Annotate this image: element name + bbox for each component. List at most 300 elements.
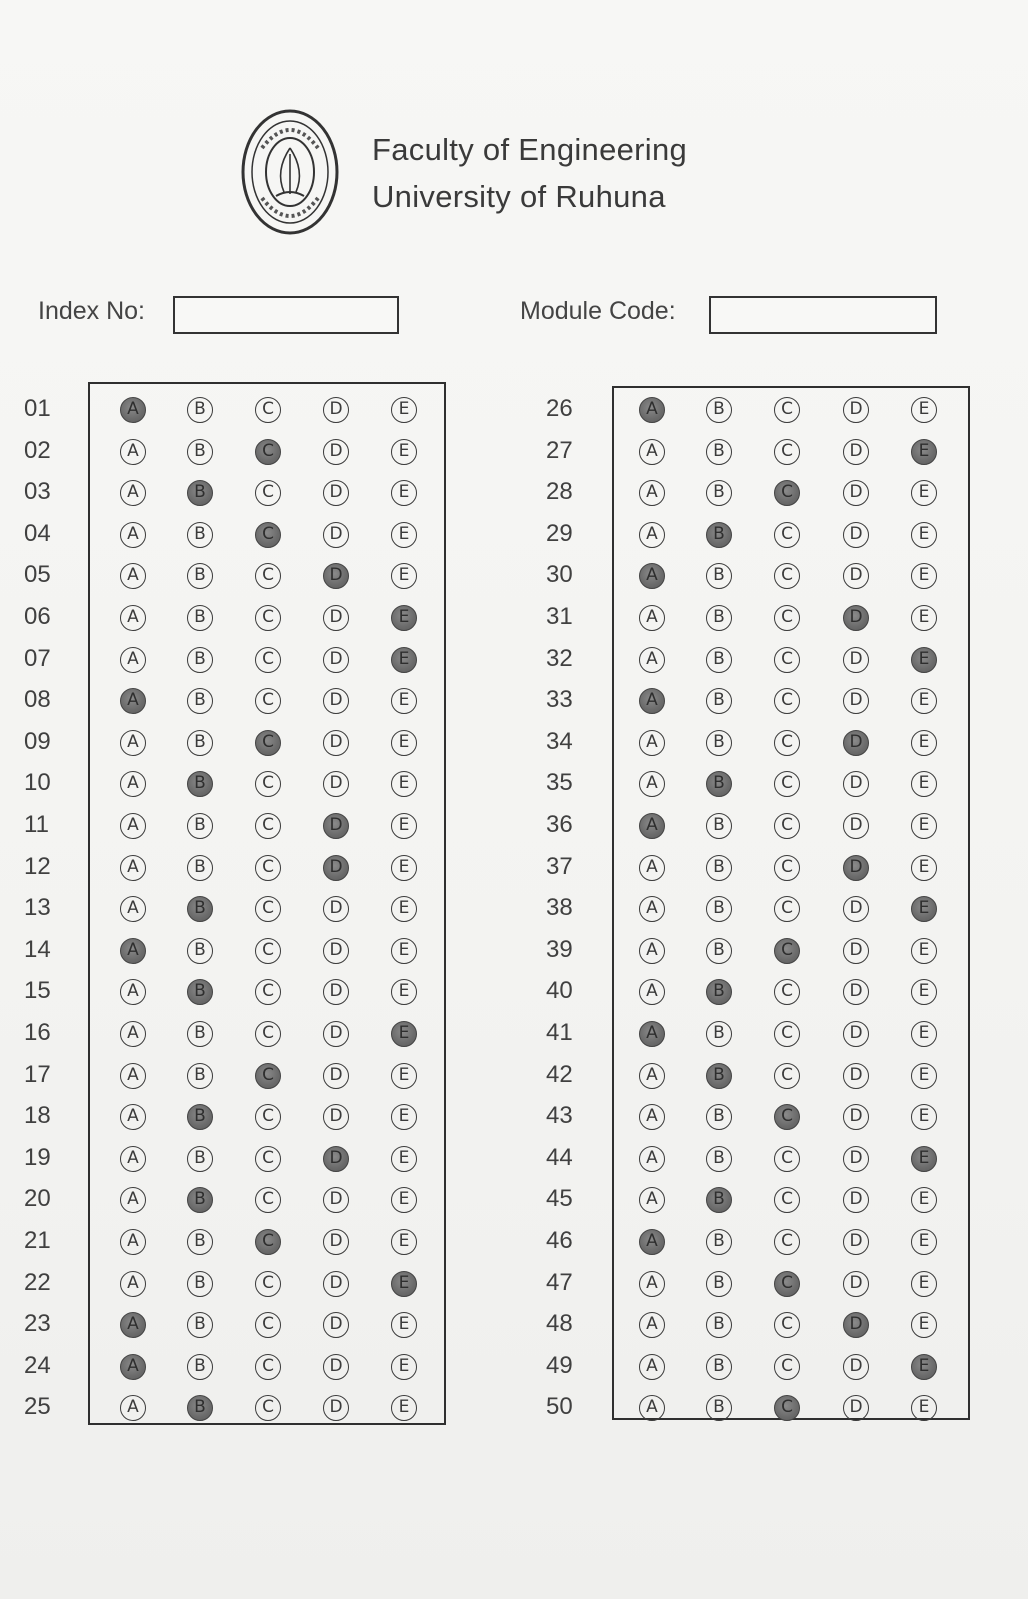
answer-bubble-c[interactable]: C	[255, 938, 281, 964]
answer-bubble-b[interactable]: B	[187, 1395, 213, 1421]
answer-bubble-c[interactable]: C	[774, 1312, 800, 1338]
answer-bubble-a[interactable]: A	[639, 563, 665, 589]
answer-bubble-d[interactable]: D	[323, 563, 349, 589]
answer-bubble-c[interactable]: C	[774, 1271, 800, 1297]
answer-bubble-a[interactable]: A	[639, 1063, 665, 1089]
answer-bubble-a[interactable]: A	[120, 605, 146, 631]
answer-bubble-d[interactable]: D	[323, 480, 349, 506]
answer-bubble-c[interactable]: C	[255, 1104, 281, 1130]
answer-bubble-c[interactable]: C	[255, 979, 281, 1005]
answer-bubble-c[interactable]: C	[255, 563, 281, 589]
question-number: 17	[24, 1060, 51, 1088]
answer-bubble-a[interactable]: A	[120, 855, 146, 881]
header-title	[372, 126, 687, 220]
question-number: 28	[546, 478, 573, 506]
question-number: 37	[546, 852, 573, 880]
answer-bubble-a[interactable]: A	[639, 1312, 665, 1338]
question-number: 38	[546, 894, 573, 922]
question-number: 39	[546, 935, 573, 963]
answer-bubble-e[interactable]: E	[911, 563, 937, 589]
answer-bubble-c[interactable]: C	[774, 1104, 800, 1130]
answer-bubble-a[interactable]: A	[120, 647, 146, 673]
answer-bubble-e[interactable]: E	[391, 605, 417, 631]
answer-bubble-d[interactable]: D	[323, 522, 349, 548]
answer-bubble-a[interactable]: A	[639, 1395, 665, 1421]
answer-bubble-c[interactable]: C	[255, 896, 281, 922]
question-number: 05	[24, 561, 51, 589]
answer-bubble-a[interactable]: A	[639, 771, 665, 797]
answer-bubble-b[interactable]: B	[187, 1146, 213, 1172]
answer-bubble-e[interactable]: E	[391, 938, 417, 964]
answer-bubble-e[interactable]: E	[391, 1146, 417, 1172]
answer-bubble-d[interactable]: D	[323, 397, 349, 423]
answer-bubble-e[interactable]: E	[911, 439, 937, 465]
answer-bubble-e[interactable]: E	[911, 522, 937, 548]
answer-bubble-d[interactable]: D	[843, 1312, 869, 1338]
answer-bubble-c[interactable]: C	[774, 896, 800, 922]
answer-bubble-b[interactable]: B	[187, 563, 213, 589]
question-number: 01	[24, 395, 51, 422]
answer-bubble-b[interactable]: B	[187, 896, 213, 922]
question-number: 40	[546, 977, 573, 1005]
answer-bubble-b[interactable]: B	[706, 397, 732, 423]
answer-bubble-b[interactable]: B	[187, 1187, 213, 1213]
answer-bubble-b[interactable]: B	[187, 480, 213, 506]
answer-bubble-b[interactable]: B	[187, 439, 213, 465]
answer-bubble-a[interactable]: A	[120, 979, 146, 1005]
answer-bubble-e[interactable]: E	[911, 771, 937, 797]
answer-bubble-e[interactable]: E	[391, 397, 417, 423]
answer-bubble-d[interactable]: D	[323, 1395, 349, 1421]
question-number: 50	[546, 1393, 573, 1421]
answer-bubble-b[interactable]: B	[187, 1229, 213, 1255]
answer-bubble-d[interactable]: D	[843, 813, 869, 839]
answer-bubble-b[interactable]: B	[187, 605, 213, 631]
question-number: 08	[24, 686, 51, 714]
index-label: Index No:	[38, 297, 146, 325]
answer-bubble-b[interactable]: B	[187, 397, 213, 423]
answer-bubble-e[interactable]: E	[911, 730, 937, 756]
answer-bubble-e[interactable]: E	[391, 563, 417, 589]
answer-bubble-e[interactable]: E	[911, 855, 937, 881]
answer-bubble-d[interactable]: D	[843, 1187, 869, 1213]
answer-bubble-b[interactable]: B	[706, 439, 732, 465]
answer-bubble-e[interactable]: E	[911, 813, 937, 839]
answer-bubble-c[interactable]: C	[774, 1187, 800, 1213]
answer-bubble-a[interactable]: A	[639, 979, 665, 1005]
answer-bubble-e[interactable]: E	[911, 938, 937, 964]
answer-bubble-e[interactable]: E	[391, 896, 417, 922]
answer-bubble-b[interactable]: B	[706, 1395, 732, 1421]
answer-bubble-b[interactable]: B	[187, 1063, 213, 1089]
answer-bubble-d[interactable]: D	[323, 1104, 349, 1130]
answer-bubble-a[interactable]: A	[120, 1104, 146, 1130]
answer-bubble-b[interactable]: B	[706, 1354, 732, 1380]
answer-bubble-e[interactable]: E	[391, 1187, 417, 1213]
answer-bubble-d[interactable]: D	[843, 1271, 869, 1297]
answer-bubble-d[interactable]: D	[843, 771, 869, 797]
answer-bubble-d[interactable]: D	[323, 1312, 349, 1338]
answer-bubble-e[interactable]: E	[911, 1104, 937, 1130]
answer-bubble-d[interactable]: D	[323, 688, 349, 714]
answer-bubble-e[interactable]: E	[391, 771, 417, 797]
answer-bubble-e[interactable]: E	[911, 397, 937, 423]
answer-bubble-d[interactable]: D	[843, 688, 869, 714]
answer-bubble-e[interactable]: E	[391, 439, 417, 465]
answer-bubble-d[interactable]: D	[323, 439, 349, 465]
answer-bubble-c[interactable]: C	[774, 1395, 800, 1421]
answer-bubble-a[interactable]: A	[120, 1229, 146, 1255]
question-number: 15	[24, 977, 51, 1005]
answer-bubble-a[interactable]: A	[120, 813, 146, 839]
answer-bubble-a[interactable]: A	[639, 647, 665, 673]
answer-bubble-d[interactable]: D	[843, 1104, 869, 1130]
answer-bubble-b[interactable]: B	[706, 813, 732, 839]
answer-bubble-d[interactable]: D	[323, 1229, 349, 1255]
answer-bubble-e[interactable]: E	[391, 522, 417, 548]
question-number: 41	[546, 1019, 573, 1046]
answer-bubble-d[interactable]: D	[843, 1146, 869, 1172]
answer-bubble-b[interactable]: B	[706, 480, 732, 506]
question-number: 42	[546, 1060, 573, 1088]
answer-bubble-b[interactable]: B	[706, 1229, 732, 1255]
answer-bubble-d[interactable]: D	[843, 1063, 869, 1089]
question-number: 02	[24, 436, 51, 464]
answer-bubble-d[interactable]: D	[323, 855, 349, 881]
answer-bubble-a[interactable]: A	[639, 439, 665, 465]
answer-bubble-b[interactable]: B	[187, 813, 213, 839]
answer-bubble-c[interactable]: C	[255, 647, 281, 673]
answer-bubble-c[interactable]: C	[255, 1312, 281, 1338]
answer-bubble-b[interactable]: B	[187, 1354, 213, 1380]
answer-bubble-a[interactable]: A	[639, 813, 665, 839]
answer-bubble-a[interactable]: A	[120, 1146, 146, 1172]
answer-bubble-d[interactable]: D	[323, 1271, 349, 1297]
answer-bubble-d[interactable]: D	[843, 563, 869, 589]
answer-bubble-c[interactable]: C	[255, 813, 281, 839]
answer-bubble-a[interactable]: A	[120, 730, 146, 756]
question-number: 25	[24, 1393, 51, 1421]
answer-bubble-e[interactable]: E	[391, 1021, 417, 1047]
index-input[interactable]	[173, 296, 399, 334]
answer-bubble-b[interactable]: B	[187, 1312, 213, 1338]
answer-bubble-c[interactable]: C	[774, 439, 800, 465]
question-number: 16	[24, 1019, 51, 1046]
answer-bubble-c[interactable]: C	[255, 1187, 281, 1213]
answer-bubble-d[interactable]: D	[843, 1395, 869, 1421]
answer-bubble-c[interactable]: C	[774, 1229, 800, 1255]
answer-bubble-a[interactable]: A	[120, 522, 146, 548]
answer-bubble-b[interactable]: B	[706, 730, 732, 756]
answer-bubble-c[interactable]: C	[774, 522, 800, 548]
answer-bubble-d[interactable]: D	[843, 938, 869, 964]
answer-bubble-b[interactable]: B	[706, 979, 732, 1005]
answer-bubble-d[interactable]: D	[843, 605, 869, 631]
answer-bubble-b[interactable]: B	[187, 979, 213, 1005]
question-number: 03	[24, 478, 51, 506]
answer-bubble-b[interactable]: B	[187, 855, 213, 881]
question-number: 06	[24, 603, 51, 630]
answer-bubble-c[interactable]: C	[774, 730, 800, 756]
question-number: 21	[24, 1227, 51, 1254]
answer-bubble-e[interactable]: E	[911, 605, 937, 631]
answer-bubble-b[interactable]: B	[706, 896, 732, 922]
answer-bubble-a[interactable]: A	[120, 771, 146, 797]
answer-bubble-b[interactable]: B	[187, 771, 213, 797]
answer-bubble-a[interactable]: A	[120, 439, 146, 465]
answer-bubble-b[interactable]: B	[706, 522, 732, 548]
answer-bubble-d[interactable]: D	[323, 979, 349, 1005]
answer-bubble-e[interactable]: E	[911, 1146, 937, 1172]
answer-bubble-e[interactable]: E	[911, 480, 937, 506]
answer-bubble-c[interactable]: C	[774, 771, 800, 797]
answer-bubble-a[interactable]: A	[120, 397, 146, 423]
answer-bubble-c[interactable]: C	[774, 647, 800, 673]
question-number: 13	[24, 894, 51, 922]
answer-bubble-b[interactable]: B	[187, 730, 213, 756]
answer-bubble-d[interactable]: D	[323, 647, 349, 673]
answer-bubble-b[interactable]: B	[706, 688, 732, 714]
answer-bubble-c[interactable]: C	[255, 1146, 281, 1172]
answer-bubble-c[interactable]: C	[255, 730, 281, 756]
question-number: 26	[546, 395, 573, 422]
answer-bubble-a[interactable]: A	[639, 855, 665, 881]
answer-bubble-d[interactable]: D	[323, 1146, 349, 1172]
answer-bubble-d[interactable]: D	[843, 730, 869, 756]
answer-bubble-b[interactable]: B	[187, 1271, 213, 1297]
question-number: 12	[24, 852, 51, 880]
answer-bubble-c[interactable]: C	[774, 1063, 800, 1089]
answer-bubble-e[interactable]: E	[391, 1271, 417, 1297]
answer-bubble-d[interactable]: D	[323, 605, 349, 631]
answer-bubble-a[interactable]: A	[639, 1146, 665, 1172]
answer-bubble-e[interactable]: E	[911, 1187, 937, 1213]
answer-bubble-a[interactable]: A	[639, 1104, 665, 1130]
answer-bubble-c[interactable]: C	[774, 480, 800, 506]
question-number: 43	[546, 1102, 573, 1130]
answer-bubble-d[interactable]: D	[843, 1021, 869, 1047]
answer-bubble-a[interactable]: A	[639, 1271, 665, 1297]
question-number: 35	[546, 769, 573, 797]
answer-bubble-c[interactable]: C	[255, 605, 281, 631]
answer-bubble-b[interactable]: B	[706, 1312, 732, 1338]
answer-bubble-b[interactable]: B	[187, 1104, 213, 1130]
answer-bubble-a[interactable]: A	[639, 1229, 665, 1255]
answer-bubble-c[interactable]: C	[774, 688, 800, 714]
answer-bubble-c[interactable]: C	[255, 1395, 281, 1421]
answer-bubble-b[interactable]: B	[706, 938, 732, 964]
answer-bubble-d[interactable]: D	[323, 896, 349, 922]
answer-bubble-e[interactable]: E	[911, 1395, 937, 1421]
question-number: 49	[546, 1351, 573, 1379]
answer-bubble-b[interactable]: B	[706, 563, 732, 589]
answer-bubble-c[interactable]: C	[774, 938, 800, 964]
answer-bubble-d[interactable]: D	[843, 1354, 869, 1380]
answer-bubble-b[interactable]: B	[187, 1021, 213, 1047]
answer-bubble-d[interactable]: D	[843, 647, 869, 673]
answer-bubble-b[interactable]: B	[706, 605, 732, 631]
answer-bubble-a[interactable]: A	[639, 397, 665, 423]
answer-bubble-a[interactable]: A	[639, 1354, 665, 1380]
answer-bubble-c[interactable]: C	[255, 439, 281, 465]
answer-bubble-b[interactable]: B	[187, 647, 213, 673]
answer-bubble-b[interactable]: B	[706, 855, 732, 881]
answer-bubble-e[interactable]: E	[391, 855, 417, 881]
answer-bubble-c[interactable]: C	[774, 1354, 800, 1380]
answer-bubble-a[interactable]: A	[120, 1312, 146, 1338]
module-code-input[interactable]	[709, 296, 937, 334]
question-number: 18	[24, 1102, 51, 1130]
answer-bubble-e[interactable]: E	[911, 1354, 937, 1380]
answer-bubble-d[interactable]: D	[323, 938, 349, 964]
answer-bubble-e[interactable]: E	[911, 647, 937, 673]
answer-bubble-e[interactable]: E	[391, 1104, 417, 1130]
question-number: 27	[546, 436, 573, 464]
answer-bubble-a[interactable]: A	[120, 1354, 146, 1380]
answer-bubble-a[interactable]: A	[120, 1187, 146, 1213]
answer-bubble-c[interactable]: C	[255, 480, 281, 506]
answer-bubble-c[interactable]: C	[774, 605, 800, 631]
answer-bubble-e[interactable]: E	[391, 1395, 417, 1421]
answer-bubble-a[interactable]: A	[120, 938, 146, 964]
question-number: 32	[546, 644, 573, 672]
answer-bubble-e[interactable]: E	[391, 730, 417, 756]
answer-bubble-c[interactable]: C	[774, 563, 800, 589]
answer-bubble-c[interactable]: C	[255, 688, 281, 714]
question-number: 34	[546, 727, 573, 755]
question-number: 46	[546, 1227, 573, 1254]
answer-bubble-b[interactable]: B	[706, 1146, 732, 1172]
answer-bubble-c[interactable]: C	[255, 1063, 281, 1089]
question-number: 09	[24, 727, 51, 755]
answer-bubble-d[interactable]: D	[843, 855, 869, 881]
module-code-label: Module Code:	[520, 297, 676, 325]
question-number: 07	[24, 644, 51, 672]
answer-bubble-b[interactable]: B	[187, 938, 213, 964]
answer-bubble-a[interactable]: A	[120, 563, 146, 589]
question-number: 31	[546, 603, 573, 630]
answer-bubble-e[interactable]: E	[911, 688, 937, 714]
answer-bubble-c[interactable]: C	[255, 1021, 281, 1047]
answer-bubble-d[interactable]: D	[843, 480, 869, 506]
question-number: 10	[24, 769, 51, 797]
answer-bubble-e[interactable]: E	[391, 688, 417, 714]
question-number: 20	[24, 1185, 51, 1213]
answer-bubble-b[interactable]: B	[706, 1271, 732, 1297]
answer-bubble-a[interactable]: A	[120, 1271, 146, 1297]
question-number: 11	[24, 811, 49, 838]
answer-bubble-e[interactable]: E	[391, 1354, 417, 1380]
answer-bubble-b[interactable]: B	[187, 522, 213, 548]
answer-bubble-c[interactable]: C	[255, 1271, 281, 1297]
answer-bubble-d[interactable]: D	[843, 1229, 869, 1255]
answer-bubble-b[interactable]: B	[706, 647, 732, 673]
question-number: 36	[546, 811, 573, 838]
university-seal-logo	[240, 108, 340, 236]
answer-bubble-e[interactable]: E	[391, 647, 417, 673]
answer-bubble-c[interactable]: C	[255, 522, 281, 548]
answer-bubble-e[interactable]: E	[911, 1271, 937, 1297]
answer-bubble-b[interactable]: B	[187, 688, 213, 714]
answer-bubble-b[interactable]: B	[706, 1187, 732, 1213]
answer-bubble-a[interactable]: A	[639, 522, 665, 548]
answer-bubble-e[interactable]: E	[391, 1063, 417, 1089]
answer-bubble-e[interactable]: E	[391, 1229, 417, 1255]
answer-bubble-d[interactable]: D	[843, 439, 869, 465]
answer-bubble-a[interactable]: A	[120, 688, 146, 714]
answer-bubble-d[interactable]: D	[323, 1187, 349, 1213]
question-number: 45	[546, 1185, 573, 1213]
answer-bubble-d[interactable]: D	[323, 730, 349, 756]
answer-bubble-c[interactable]: C	[774, 1146, 800, 1172]
answer-bubble-c[interactable]: C	[774, 855, 800, 881]
answer-bubble-b[interactable]: B	[706, 1104, 732, 1130]
answer-bubble-c[interactable]: C	[774, 979, 800, 1005]
answer-bubble-a[interactable]: A	[639, 938, 665, 964]
answer-bubble-e[interactable]: E	[391, 813, 417, 839]
question-number: 14	[24, 935, 51, 963]
answer-bubble-d[interactable]: D	[323, 1063, 349, 1089]
university-name: University of Ruhuna	[372, 179, 666, 214]
answer-bubble-d[interactable]: D	[323, 1021, 349, 1047]
answer-bubble-a[interactable]: A	[639, 730, 665, 756]
answer-bubble-e[interactable]: E	[911, 1229, 937, 1255]
answer-bubble-c[interactable]: C	[774, 397, 800, 423]
question-number: 44	[546, 1143, 573, 1171]
answer-bubble-d[interactable]: D	[323, 771, 349, 797]
answer-bubble-d[interactable]: D	[843, 397, 869, 423]
answer-bubble-a[interactable]: A	[120, 896, 146, 922]
answer-bubble-e[interactable]: E	[391, 480, 417, 506]
answer-bubble-d[interactable]: D	[323, 813, 349, 839]
answer-bubble-e[interactable]: E	[911, 979, 937, 1005]
question-number: 33	[546, 686, 573, 714]
answer-bubble-d[interactable]: D	[843, 522, 869, 548]
answer-bubble-d[interactable]: D	[843, 896, 869, 922]
answer-bubble-e[interactable]: E	[391, 1312, 417, 1338]
answer-bubble-a[interactable]: A	[120, 1021, 146, 1047]
answer-bubble-c[interactable]: C	[255, 771, 281, 797]
answer-bubble-b[interactable]: B	[706, 771, 732, 797]
answer-bubble-c[interactable]: C	[255, 1354, 281, 1380]
answer-bubble-c[interactable]: C	[774, 813, 800, 839]
answer-bubble-e[interactable]: E	[911, 1021, 937, 1047]
answer-bubble-c[interactable]: C	[255, 397, 281, 423]
answer-bubble-a[interactable]: A	[120, 1395, 146, 1421]
answer-bubble-a[interactable]: A	[639, 480, 665, 506]
answer-bubble-a[interactable]: A	[639, 688, 665, 714]
answer-bubble-e[interactable]: E	[911, 1063, 937, 1089]
answer-bubble-e[interactable]: E	[391, 979, 417, 1005]
answer-bubble-a[interactable]: A	[120, 480, 146, 506]
question-number: 23	[24, 1310, 51, 1338]
answer-bubble-b[interactable]: B	[706, 1063, 732, 1089]
answer-bubble-a[interactable]: A	[639, 605, 665, 631]
answer-bubble-c[interactable]: C	[774, 1021, 800, 1047]
answer-bubble-a[interactable]: A	[639, 896, 665, 922]
answer-bubble-a[interactable]: A	[120, 1063, 146, 1089]
answer-bubble-e[interactable]: E	[911, 1312, 937, 1338]
answer-bubble-c[interactable]: C	[255, 1229, 281, 1255]
answer-bubble-a[interactable]: A	[639, 1187, 665, 1213]
answer-bubble-a[interactable]: A	[639, 1021, 665, 1047]
answer-bubble-d[interactable]: D	[843, 979, 869, 1005]
answer-bubble-b[interactable]: B	[706, 1021, 732, 1047]
answer-bubble-e[interactable]: E	[911, 896, 937, 922]
answer-bubble-c[interactable]: C	[255, 855, 281, 881]
question-number: 04	[24, 519, 51, 547]
answer-bubble-d[interactable]: D	[323, 1354, 349, 1380]
